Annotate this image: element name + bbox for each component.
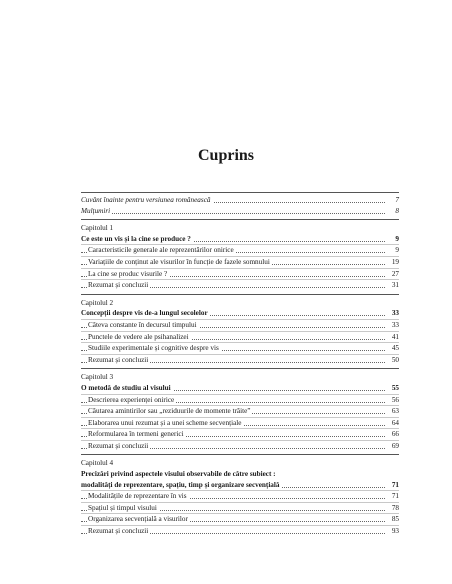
toc-page-number: 19 [391,257,399,266]
chapter-block [81,369,399,454]
toc-page-number: 9 [395,246,399,255]
toc-page-number: 7 [395,196,399,204]
toc-entry-text: Variațiile de conținut ale visurilor în funcție de fazele somnului [88,257,270,266]
toc-page-number: 71 [391,480,399,489]
toc-subentry[interactable] [81,417,399,429]
toc-entry-text: Punctele de vedere ale psihanalizei [88,332,189,341]
toc-entry-text: Spațiul și timpul visului [88,503,157,512]
chapter-label: Capitolul 2 [81,298,114,307]
toc-entry-text: Studiile experimentale și cognitive despre vis [88,344,219,353]
toc-page-number: 71 [391,492,399,501]
chapter-label: Capitolul 1 [81,224,114,233]
toc-page-number: 69 [391,441,399,450]
toc-page-number: 56 [391,395,399,404]
toc-page-number: 45 [391,344,399,353]
chapter-block [81,295,399,369]
toc-page-number: 66 [391,430,399,439]
toc-subentry[interactable] [81,268,399,280]
chapter-block [81,455,399,539]
toc-page-number: 41 [391,332,399,341]
toc-subentry[interactable] [81,319,399,331]
chapter-label: Capitolul 3 [81,373,114,382]
toc-subentry[interactable] [81,244,399,256]
chapter-block [81,220,399,294]
toc-entry-text: Rezumat și concluzii [88,441,149,450]
toc-page-number: 33 [391,309,399,318]
toc-entry-text: La cine se produc visurile ? [88,269,168,278]
chapter-title-continued: modalități de reprezentare, spațiu, timp și organizare secvențială [81,480,280,489]
chapter-title-entry[interactable] [81,383,399,394]
toc-page-number: 85 [391,515,399,524]
toc-page-number: 8 [395,206,399,215]
toc-page-number: 33 [391,320,399,329]
toc-subentry[interactable] [81,394,399,406]
toc-entry-acknowledgements[interactable] [81,206,399,217]
toc-subentry[interactable] [81,502,399,514]
chapter-label: Capitolul 4 [81,459,114,468]
chapter-title-entry[interactable] [81,480,399,491]
toc-page-number: 78 [391,503,399,512]
toc-subentry[interactable] [81,428,399,440]
toc-entry-text: Descrierea experienței onirice [88,395,175,404]
chapter-title-entry[interactable] [81,234,399,245]
toc-subentry[interactable] [81,331,399,343]
toc-subentry[interactable] [81,405,399,417]
toc-subentry[interactable] [81,342,399,354]
toc-entry-text: Organizarea secvențială a visurilor [88,515,188,524]
toc-entry-text: Reformularea în termeni generici [88,430,184,439]
toc-entry-text: Mulțumiri [81,206,111,215]
chapter-title: Ce este un vis și la cine se produce ? [81,234,191,243]
toc-entry-text: Caracteristicile generale ale reprezentărilor onirice [88,246,234,255]
toc-page-number: 93 [391,527,399,536]
toc-entry-text: Modalitățile de reprezentare în vis [88,492,187,501]
toc-subentry[interactable] [81,490,399,502]
toc-page-number: 55 [391,383,399,392]
toc-entry-foreword[interactable] [81,195,399,206]
front-matter [81,193,399,219]
page-title: Cuprins [197,147,255,164]
toc-subentry[interactable] [81,354,399,366]
chapter-title: Concepții despre vis de-a lungul secolelor [81,309,208,318]
chapter-title: O metodă de studiu al visului [81,383,171,392]
toc-page-number: 50 [391,355,399,364]
toc-entry-text: Rezumat și concluzii [88,281,149,290]
toc-entry-text: Câteva constante în decursul timpului [88,320,197,329]
toc-page-number: 9 [395,234,399,243]
toc-subentry[interactable] [81,256,399,268]
toc-page-number: 31 [391,281,399,290]
chapter-title-entry[interactable] [81,308,399,319]
toc-subentry[interactable] [81,279,399,291]
toc-page-number: 64 [391,418,399,427]
chapter-title-line [81,469,399,480]
toc-subentry[interactable] [81,513,399,525]
toc-entry-text: Cuvânt înainte pentru versiunea românească [81,196,211,204]
toc-entry-text: Căutarea amintirilor sau „reziduurile de momente trăite” [88,407,251,416]
toc-entry-text: Rezumat și concluzii [88,527,149,536]
chapter-title: Precizări privind aspectele visului observabile de către subiect : [81,470,276,479]
toc-entry-text: Elaborarea unui rezumat și a unei scheme secvențiale [88,418,242,427]
toc-subentry[interactable] [81,525,399,537]
toc-subentry[interactable] [81,440,399,452]
toc-entry-text: Rezumat și concluzii [88,355,149,364]
toc-page-number: 27 [391,269,399,278]
toc-page-number: 63 [391,407,399,416]
table-of-contents [81,192,399,540]
